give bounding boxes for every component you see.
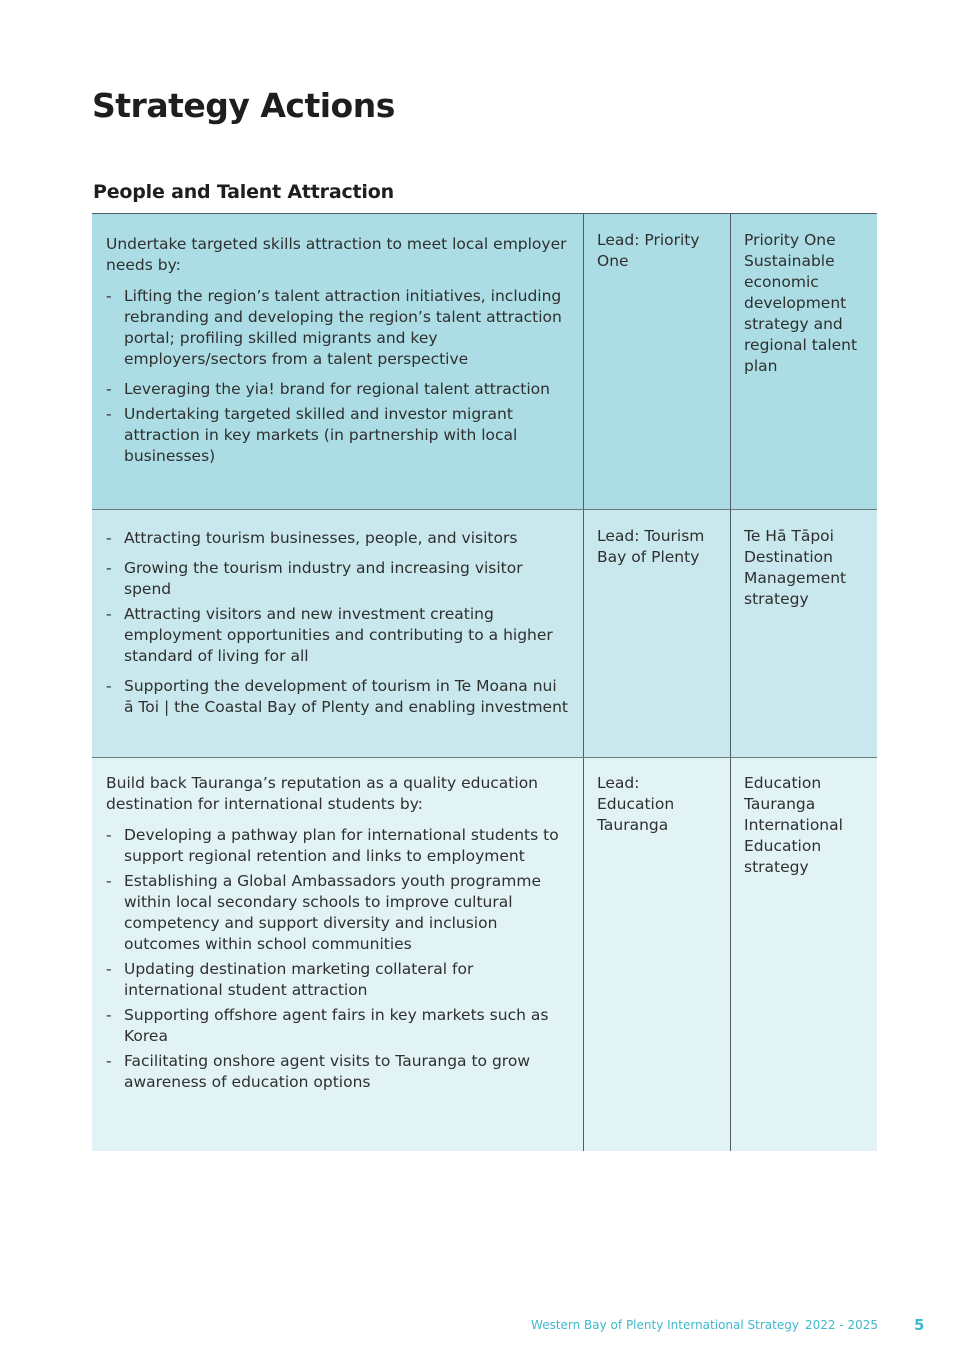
lead-cell: Lead: Education Tauranga bbox=[584, 758, 731, 1151]
action-bullet: - Supporting the development of tourism in Te Moana nui ā Toi | the Coastal Bay of Plenty and enabling investment bbox=[106, 676, 571, 718]
action-bullet: - Facilitating onshore agent visits to Tauranga to grow awareness of education options bbox=[106, 1051, 571, 1093]
strategy-cell: Priority One Sustainable economic development strategy and regional talent plan bbox=[744, 231, 858, 375]
table-row bbox=[92, 510, 877, 758]
action-bullet-list bbox=[106, 825, 571, 1093]
action-bullet-list bbox=[106, 286, 571, 467]
table-row bbox=[92, 214, 877, 510]
strategy-actions-table bbox=[92, 213, 877, 1151]
strategy-cell: Education Tauranga International Education strategy bbox=[744, 774, 843, 876]
action-bullet: - Supporting offshore agent fairs in key markets such as Korea bbox=[106, 1005, 571, 1047]
action-cell bbox=[92, 510, 584, 757]
footer-document-title: Western Bay of Plenty International Strategy bbox=[531, 1318, 799, 1332]
action-bullet: - Updating destination marketing collateral for international student attraction bbox=[106, 959, 571, 1001]
page-title: Strategy Actions bbox=[92, 86, 395, 125]
action-bullet-list bbox=[106, 528, 571, 718]
action-bullet: - Establishing a Global Ambassadors youth programme within local secondary schools to improve cultural competency and support diversity and inclusion outcomes within school communities bbox=[106, 871, 571, 955]
footer bbox=[531, 1318, 878, 1332]
action-bullet: - Leveraging the yia! brand for regional talent attraction bbox=[106, 379, 571, 400]
action-cell bbox=[92, 214, 584, 509]
page-number: 5 bbox=[914, 1316, 925, 1334]
strategy-cell: Te Hā Tāpoi Destination Management strategy bbox=[744, 527, 847, 608]
section-heading: People and Talent Attraction bbox=[93, 181, 394, 203]
action-intro: Undertake targeted skills attraction to meet local employer needs by: bbox=[106, 235, 567, 274]
action-cell bbox=[92, 758, 584, 1151]
action-bullet: - Attracting tourism businesses, people, and visitors bbox=[106, 528, 571, 549]
footer-years: 2022 - 2025 bbox=[804, 1318, 878, 1332]
action-bullet: - Attracting visitors and new investment creating employment opportunities and contributing to a higher standard of living for all bbox=[106, 604, 571, 667]
lead-cell: Lead: Tourism Bay of Plenty bbox=[584, 510, 731, 757]
action-intro: Build back Tauranga’s reputation as a quality education destination for international students by: bbox=[106, 774, 538, 813]
action-bullet: - Developing a pathway plan for international students to support regional retention and links to employment bbox=[106, 825, 571, 867]
action-bullet: - Growing the tourism industry and increasing visitor spend bbox=[106, 558, 571, 600]
action-bullet: - Lifting the region’s talent attraction initiatives, including rebranding and developing the region’s talent attraction portal; profiling skilled migrants and key employers/sectors from a talent perspective bbox=[106, 286, 571, 370]
lead-cell: Lead: Priority One bbox=[584, 214, 731, 509]
table-row bbox=[92, 758, 877, 1151]
action-bullet: - Undertaking targeted skilled and investor migrant attraction in key markets (in partnership with local businesses) bbox=[106, 404, 571, 467]
